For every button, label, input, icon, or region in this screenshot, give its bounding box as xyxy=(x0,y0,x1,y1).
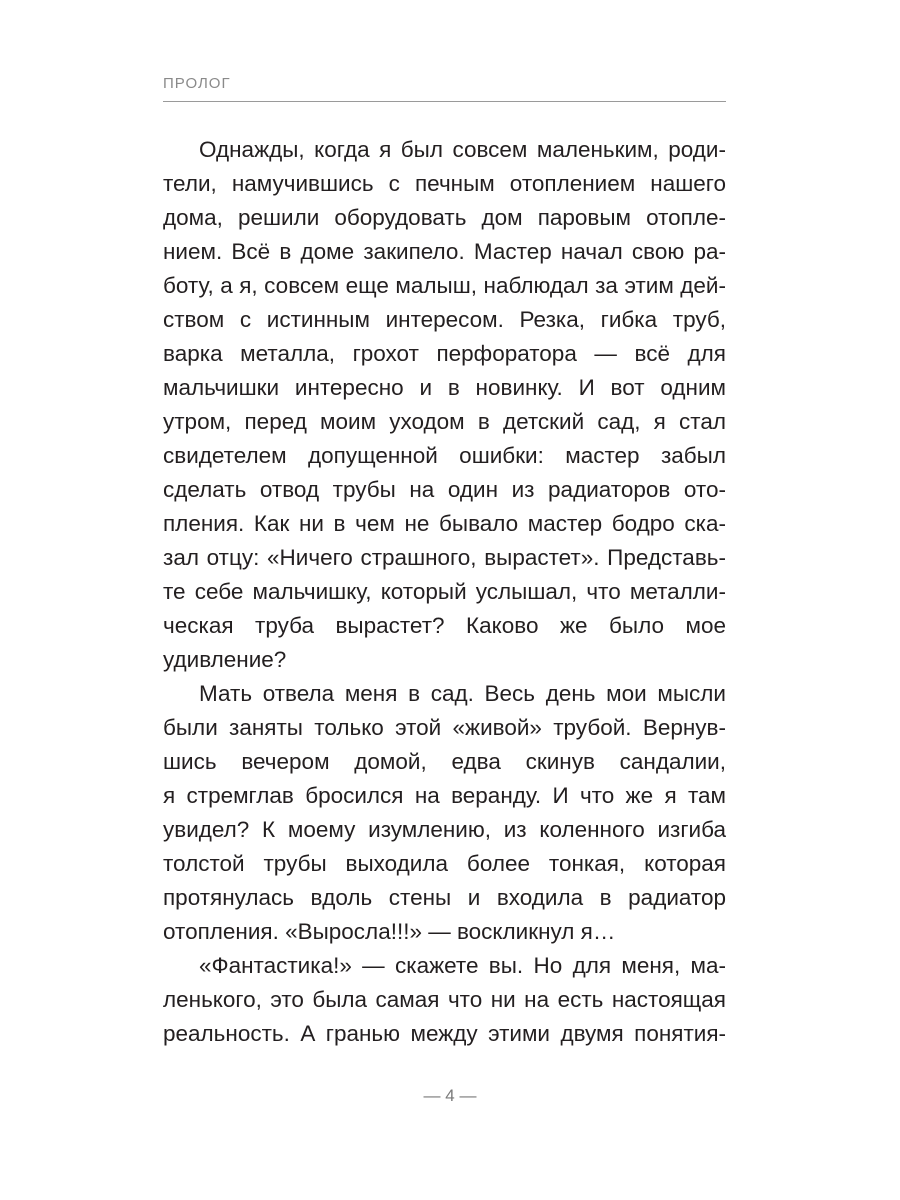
text-line: утром, перед моим уходом в детский сад, я стал xyxy=(163,409,726,434)
text-line: «Фантастика!» — скажете вы. Но для меня, ма- xyxy=(199,953,726,978)
text-line: я стремглав бросился на веранду. И что же я там xyxy=(163,783,726,808)
text-line: нием. Всё в доме закипело. Мастер начал свою ра- xyxy=(163,239,726,264)
text-line: сделать отвод трубы на один из радиаторов ото- xyxy=(163,477,726,502)
text-line: ческая труба вырастет? Каково же было мое xyxy=(163,613,726,638)
text-line: свидетелем допущенной ошибки: мастер забыл xyxy=(163,443,726,468)
text-line: отопления. «Выросла!!!» — воскликнул я… xyxy=(163,919,616,944)
text-line: Однажды, когда я был совсем маленьким, роди- xyxy=(199,137,726,162)
running-head-title: ПРОЛОГ xyxy=(163,75,231,92)
page-number: — 4 — xyxy=(423,1086,477,1105)
text-line: дома, решили оборудовать дом паровым отопле- xyxy=(163,205,726,230)
text-line: реальность. А гранью между этими двумя понятия- xyxy=(163,1021,726,1046)
text-line: Мать отвела меня в сад. Весь день мои мысли xyxy=(199,681,726,706)
body-text xyxy=(163,133,726,1051)
text-line: боту, а я, совсем еще малыш, наблюдал за этим дей- xyxy=(163,273,726,298)
text-line: ством с истинным интересом. Резка, гибка труб, xyxy=(163,307,726,332)
text-line: шись вечером домой, едва скинув сандалии, xyxy=(163,749,726,774)
text-line: были заняты только этой «живой» трубой. Вернув- xyxy=(163,715,726,740)
text-line: удивление? xyxy=(163,647,287,672)
text-line: увидел? К моему изумлению, из коленного изгиба xyxy=(163,817,726,842)
text-line: тели, намучившись с печным отоплением нашего xyxy=(163,171,726,196)
header-divider xyxy=(163,101,726,102)
text-line: мальчишки интересно и в новинку. И вот одним xyxy=(163,375,726,400)
text-line: варка металла, грохот перфоратора — всё для xyxy=(163,341,726,366)
text-line: толстой трубы выходила более тонкая, которая xyxy=(163,851,726,876)
text-line: те себе мальчишку, который услышал, что металли- xyxy=(163,579,726,604)
text-line: ленького, это была самая что ни на есть настоящая xyxy=(163,987,726,1012)
text-line: пления. Как ни в чем не бывало мастер бодро ска- xyxy=(163,511,726,536)
text-line: зал отцу: «Ничего страшного, вырастет». Представь- xyxy=(163,545,726,570)
text-line: протянулась вдоль стены и входила в радиатор xyxy=(163,885,726,910)
